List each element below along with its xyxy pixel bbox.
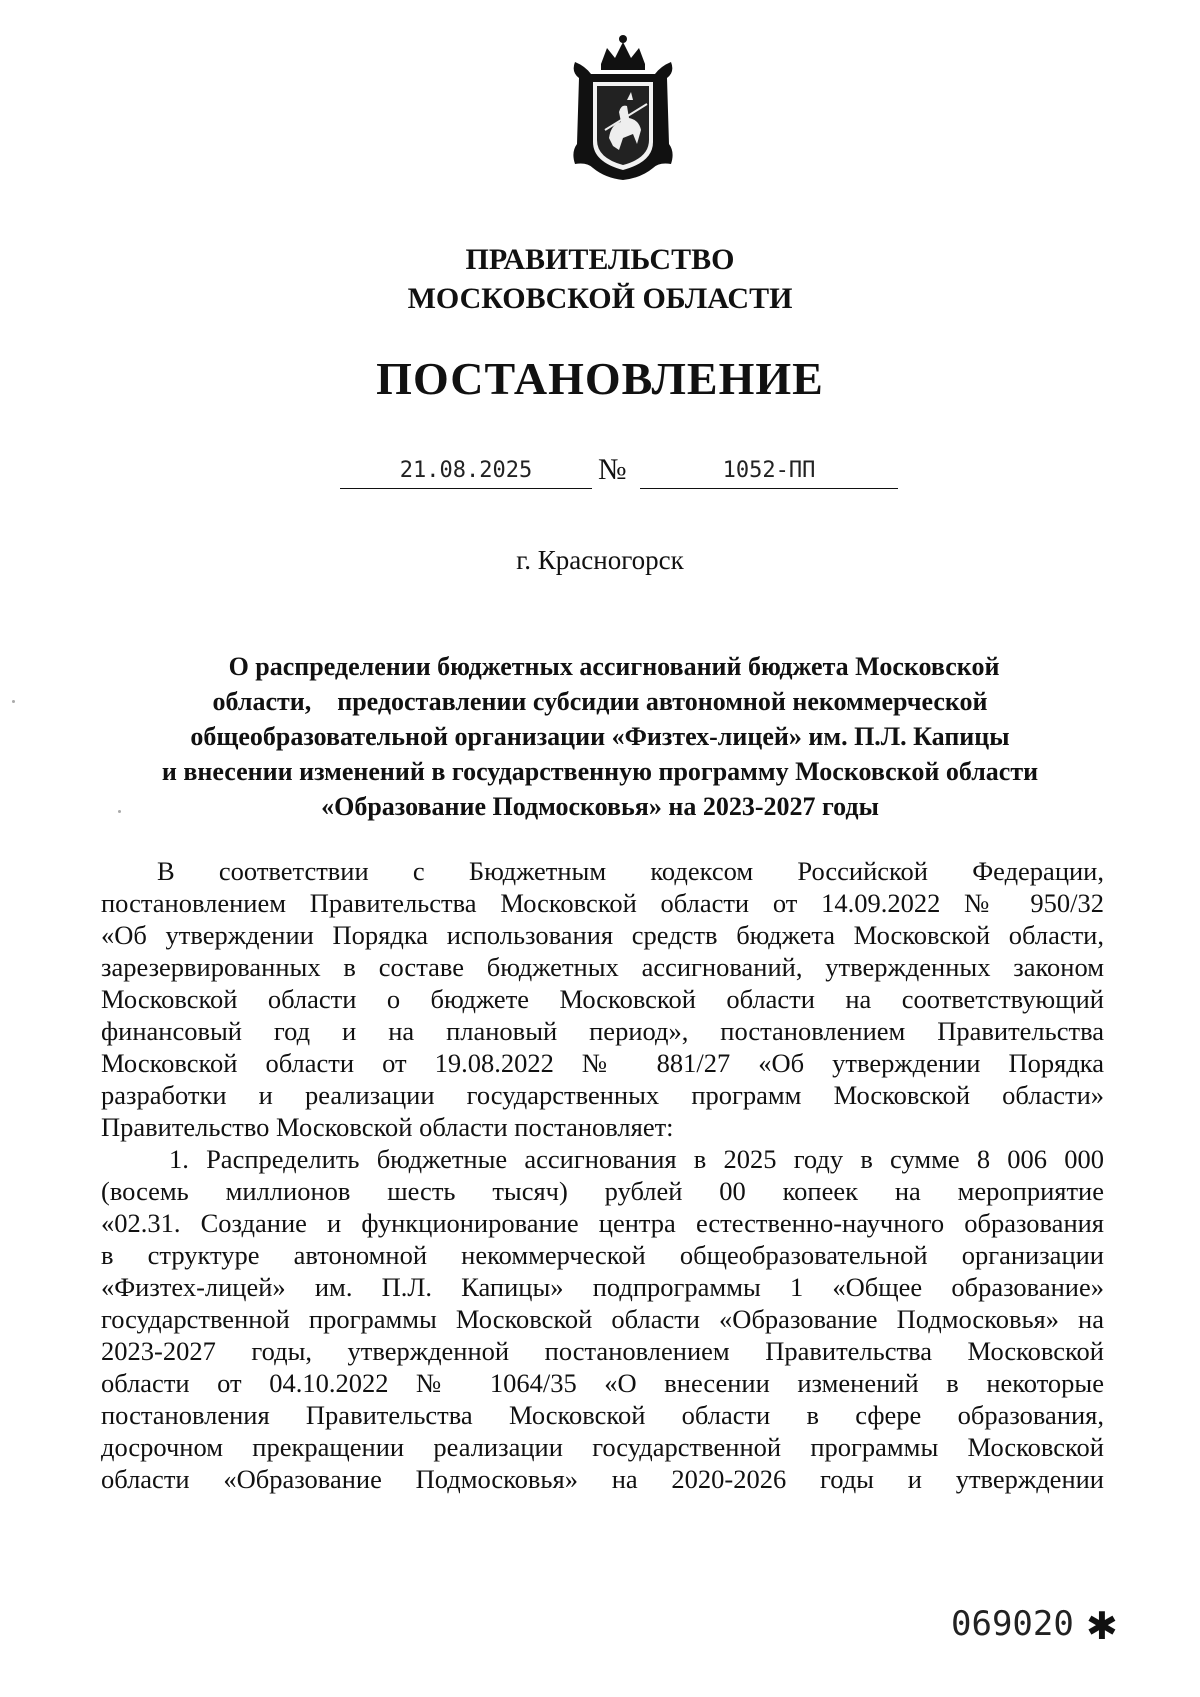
title-line: «Образование Подмосковья» на 2023-2027 годы xyxy=(321,792,879,821)
body-line: в структуре автономной некоммерческой общеобразовательной организации xyxy=(101,1240,1104,1270)
serial-number: 069020 xyxy=(951,1604,1074,1644)
body-line: Правительство Московской области постановляет: xyxy=(101,1112,674,1142)
body-line: 1. Распределить бюджетные ассигнования в 2025 году в сумме 8 006 000 xyxy=(169,1144,1104,1174)
number-sign: № xyxy=(598,453,627,486)
number-underline xyxy=(640,488,898,489)
government-name-line-1: ПРАВИТЕЛЬСТВО xyxy=(465,243,735,276)
document-date: 21.08.2025 xyxy=(399,458,533,483)
title-line: и внесении изменений в государственную программу Московской области xyxy=(161,757,1039,786)
body-line: Московской области о бюджете Московской области на соответствующий xyxy=(101,984,1104,1014)
body-line: области от 04.10.2022 № 1064/35 «О внесении изменений в некоторые xyxy=(101,1368,1104,1398)
body-line: досрочном прекращении реализации государственной программы Московской xyxy=(101,1432,1104,1462)
coat-of-arms-icon xyxy=(561,34,685,182)
city: г. Красногорск xyxy=(516,545,684,575)
body-line: (восемь миллионов шесть тысяч) рублей 00 копеек на мероприятие xyxy=(101,1176,1104,1206)
scan-dot xyxy=(118,810,121,813)
body-line: 2023-2027 годы, утвержденной постановлением Правительства Московской xyxy=(101,1336,1104,1366)
body-line: области «Образование Подмосковья» на 2020-2026 годы и утверждении xyxy=(101,1464,1104,1494)
body-line: зарезервированных в составе бюджетных ассигнований, утвержденных законом xyxy=(101,952,1104,982)
body-line: государственной программы Московской области «Образование Подмосковья» на xyxy=(101,1304,1104,1334)
number-field xyxy=(640,449,898,489)
body-line: финансовый год и на плановый период», постановлением Правительства xyxy=(101,1016,1104,1046)
document-number: 1052-ПП xyxy=(722,458,816,483)
body-line: разработки и реализации государственных программ Московской области» xyxy=(101,1080,1104,1110)
asterisk-icon: ✱ xyxy=(1086,1606,1118,1648)
body-line: постановлением Правительства Московской области от 14.09.2022 № 950/32 xyxy=(101,888,1104,918)
title-line: О распределении бюджетных ассигнований бюджета Московской xyxy=(228,652,1000,681)
body-line: постановления Правительства Московской области в сфере образования, xyxy=(101,1400,1104,1430)
government-name-line-2: МОСКОВСКОЙ ОБЛАСТИ xyxy=(407,282,793,315)
date-field xyxy=(340,449,592,489)
scan-dot xyxy=(12,700,15,703)
body-line: «02.31. Создание и функционирование центра естественно-научного образования xyxy=(101,1208,1104,1238)
body-line: В соответствии с Бюджетным кодексом Российской Федерации, xyxy=(157,856,1104,886)
body-line: «Об утверждении Порядка использования средств бюджета Московской области, xyxy=(101,920,1104,950)
title-line: области, предоставлении субсидии автономной некоммерческой xyxy=(212,687,988,716)
document-type: ПОСТАНОВЛЕНИЕ xyxy=(376,353,824,404)
title-line: общеобразовательной организации «Физтех-лицей» им. П.Л. Капицы xyxy=(190,722,1010,751)
body-line: Московской области от 19.08.2022 № 881/27 «Об утверждении Порядка xyxy=(101,1048,1104,1078)
date-underline xyxy=(340,488,592,489)
body-line: «Физтех-лицей» им. П.Л. Капицы» подпрограммы 1 «Общее образование» xyxy=(101,1272,1104,1302)
